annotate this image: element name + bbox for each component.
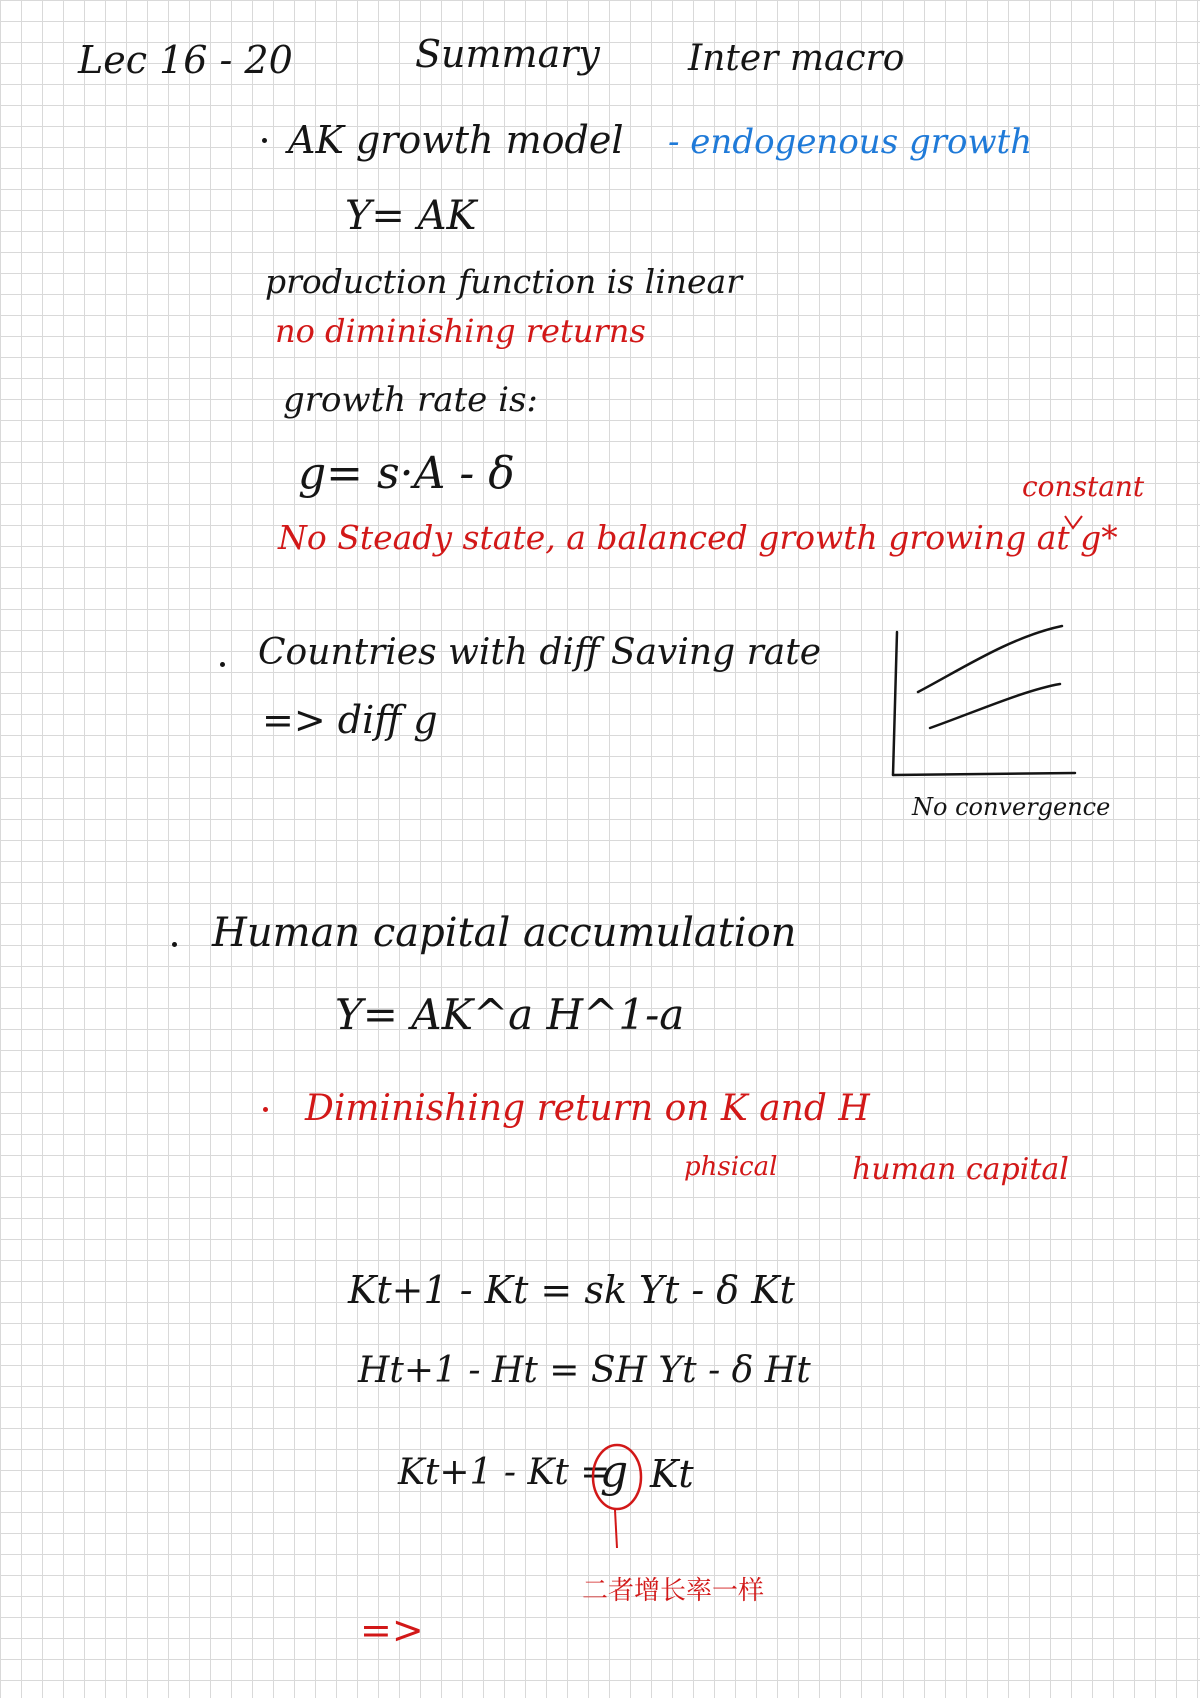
no-convergence-caption: No convergence	[912, 793, 1111, 821]
g-pointer-line	[615, 1510, 617, 1548]
no-convergence-chart	[893, 626, 1075, 775]
human-capital-label: human capital	[852, 1152, 1069, 1187]
course-label: Inter macro	[688, 38, 905, 79]
growth-equation: g= s·A - δ	[298, 448, 515, 499]
diminishing-return-line: Diminishing return on K and H	[305, 1088, 870, 1129]
growth-rate-label: growth rate is:	[283, 380, 538, 420]
chart-x-axis	[893, 773, 1075, 775]
chart-lower-line	[930, 684, 1060, 728]
chart-upper-line	[918, 626, 1062, 692]
g-circle	[593, 1445, 641, 1509]
implies-arrow: =>	[360, 1608, 424, 1652]
human-capital-heading: Human capital accumulation	[212, 910, 797, 956]
countries-line: Countries with diff Saving rate	[258, 632, 822, 673]
balanced-growth-line: No Steady state, a balanced growth growing at g*	[278, 518, 1118, 557]
chinese-note: 二者增长率一样	[582, 1576, 765, 1606]
summary-title: Summary	[415, 32, 600, 76]
ak-heading: AK growth model	[288, 118, 624, 162]
constant-note: constant	[1022, 470, 1145, 503]
ak-equation: Y= AK	[345, 193, 477, 239]
capital-accumulation-eq: Kt+1 - Kt = sk Yt - δ Kt	[348, 1268, 795, 1312]
ak-heading-note: - endogenous growth	[668, 122, 1033, 162]
chart-y-axis	[893, 632, 897, 775]
physical-label: phsical	[684, 1152, 778, 1182]
growth-capital-eq-right: Kt	[650, 1452, 694, 1496]
production-function-line: production function is linear	[265, 262, 743, 301]
diff-g-line: => diff g	[262, 698, 438, 742]
circled-g: g	[600, 1446, 629, 1497]
no-diminishing-returns: no diminishing returns	[275, 312, 646, 350]
lecture-label: Lec 16 - 20	[78, 38, 293, 82]
constant-check-mark	[1065, 516, 1082, 528]
human-capital-equation: Y= AK^a H^1-a	[335, 990, 685, 1039]
human-accumulation-eq: Ht+1 - Ht = SH Yt - δ Ht	[358, 1350, 811, 1391]
growth-capital-eq-left: Kt+1 - Kt =	[398, 1452, 611, 1493]
